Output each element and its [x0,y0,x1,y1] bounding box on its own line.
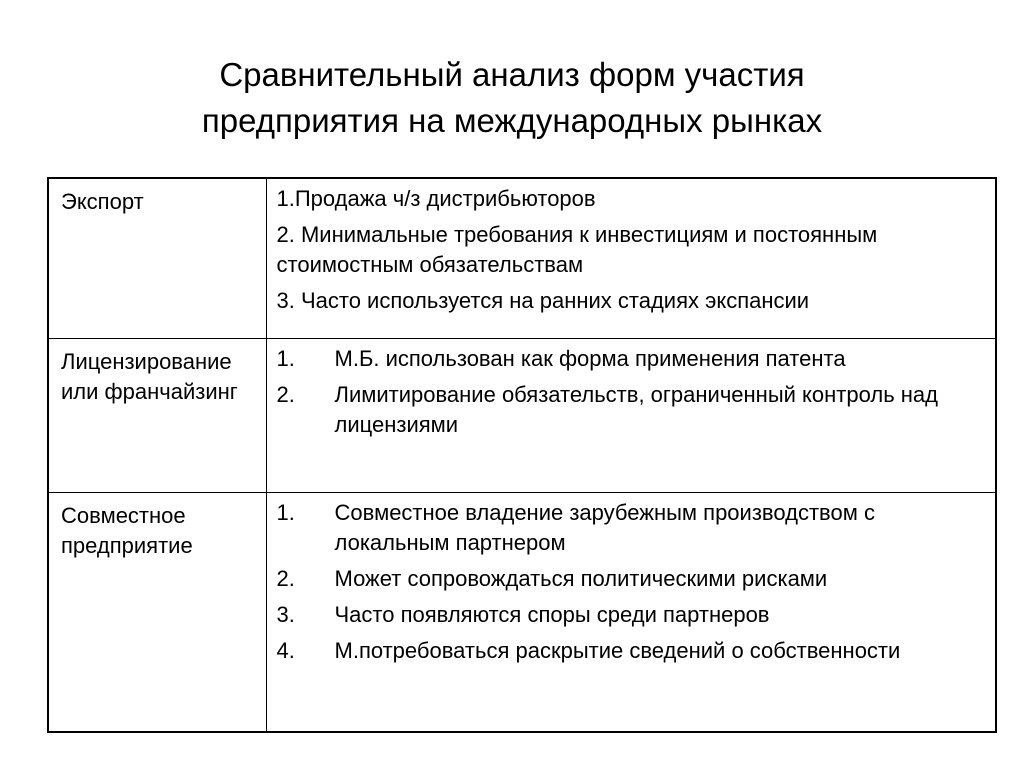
table-row-licensing [48,338,996,492]
list-item-text: М.Б. использован как форма применения патента [334,345,846,371]
list-item [277,564,986,594]
list-item: 2. Минимальные требования к инвестициям и постоянным стоимостным обязательствам [276,222,878,277]
form-cell-export [48,178,266,338]
form-label: Совместное предприятие [61,502,193,558]
comparison-table [47,177,997,733]
list-item-number: 3. [276,601,295,627]
description-cell-export [266,178,996,338]
list-item-text: Часто появляются споры среди партнеров [334,601,770,627]
list-item [277,498,986,558]
form-cell-joint-venture [48,492,266,732]
table-row-export [48,178,996,338]
title-line-1: Сравнительный анализ форм участия [219,56,805,93]
list-item-number: 2. [276,565,295,591]
form-label: Лицензирование или франчайзинг [61,348,238,404]
form-cell-licensing [48,338,266,492]
list-item [277,344,986,374]
list-item [277,380,986,440]
list-item-number: 4. [276,637,295,663]
description-cell-joint-venture [266,492,996,732]
list-item [277,600,986,630]
list-item-text: Может сопровождаться политическими рисками [334,565,828,591]
list-item-number: 1. [276,345,295,371]
list-item: 3. Часто используется на ранних стадиях экспансии [276,288,810,313]
list-item: 1.Продажа ч/з дистрибьюторов [276,186,596,211]
list-item-number: 2. [276,381,295,407]
list-item-text: М.потребоваться раскрытие сведений о собственности [334,637,901,663]
list-item [277,636,986,666]
title-line-2: предприятия на международных рынках [201,102,823,139]
list-item-text: Совместное владение зарубежным производством с локальным партнером [334,499,875,555]
slide-title [0,52,1024,144]
list-item-number: 1. [276,499,295,525]
table-row-joint-venture [48,492,996,732]
list-item-text: Лимитирование обязательств, ограниченный контроль над лицензиями [334,381,938,437]
description-cell-licensing [266,338,996,492]
form-label: Экспорт [61,189,144,214]
